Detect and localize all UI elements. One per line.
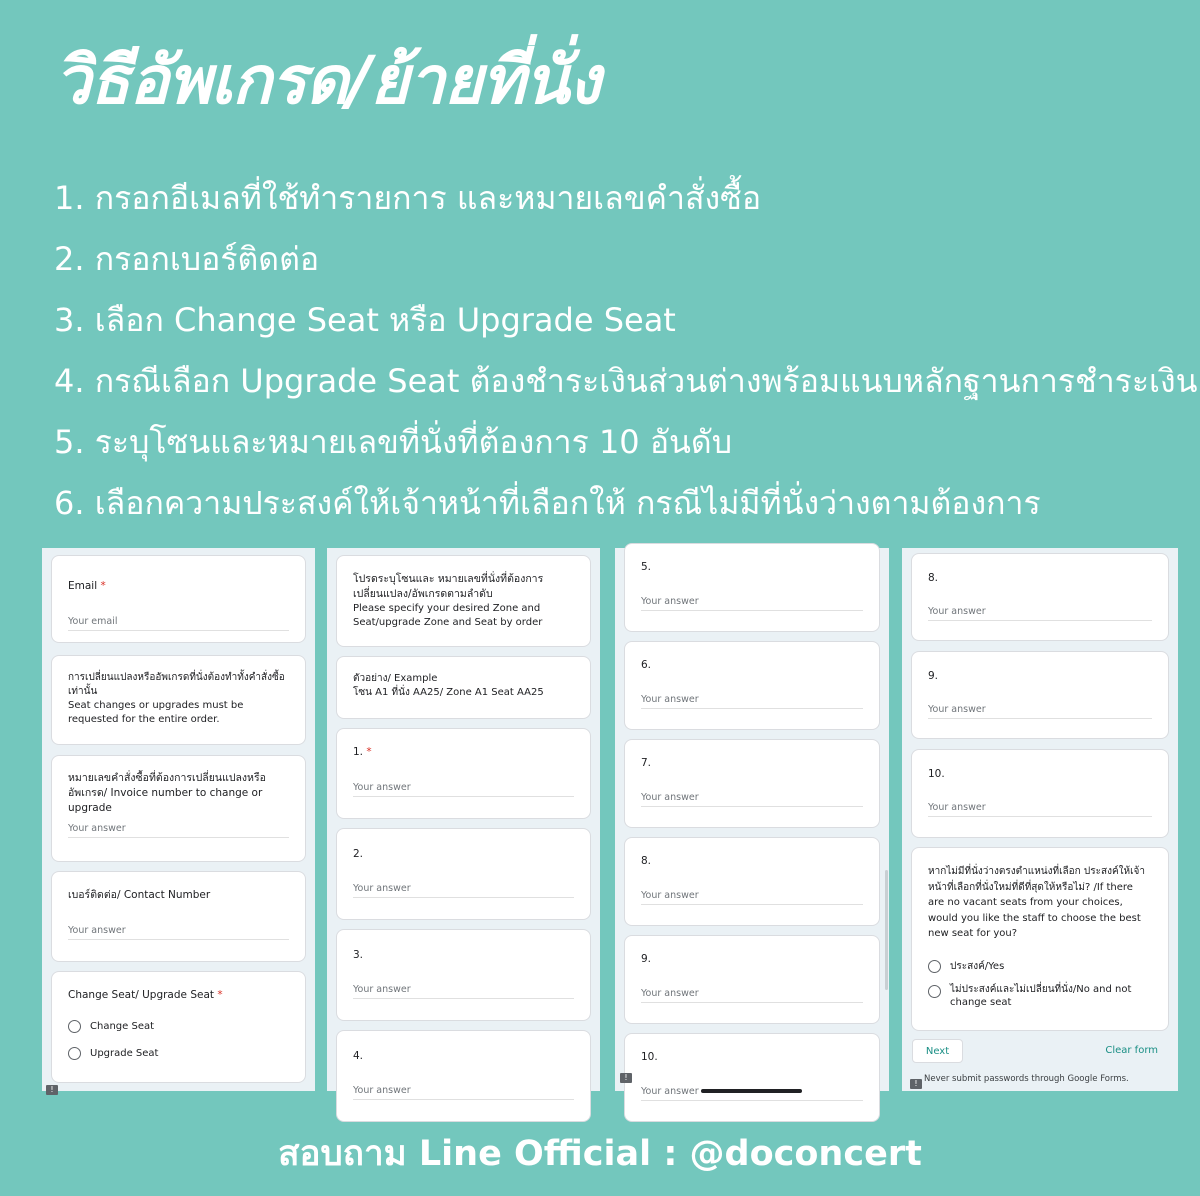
seat-type-label: Change Seat/ Upgrade Seat *	[68, 989, 223, 1001]
question-label: 2.	[353, 848, 364, 860]
option-label: Upgrade Seat	[90, 1048, 159, 1059]
question-label: 9.	[928, 670, 939, 682]
question-card-9	[911, 651, 1169, 739]
preference-question: หากไม่มีที่นั่งว่างตรงตำแหน่งที่เลือก ประสงค์ให้เจ้าหน้าที่เลือกที่นั่งใหม่ที่ดีที่สุดให้หรือไม่? /If there are no vacant seats from your choices, would you like the staff to choose the best new seat for you?	[928, 866, 1146, 939]
footer-contact: สอบถาม Line Official : @doconcert	[278, 1134, 922, 1174]
answer-input[interactable]: Your answer	[641, 792, 863, 807]
question-card-1	[336, 728, 591, 819]
invoice-card	[51, 755, 306, 862]
notice-thai: การเปลี่ยนแปลงหรืออัพเกรดที่นั่งต้องทำทั้งคำสั่งซื้อเท่านั้น	[68, 672, 285, 697]
answer-input[interactable]: Your answer	[928, 802, 1152, 817]
answer-input[interactable]: Your answer	[641, 890, 863, 905]
option-label: ประสงค์/Yes	[950, 961, 1005, 972]
question-card-9	[624, 935, 880, 1024]
question-card-6	[624, 641, 880, 730]
question-label: 7.	[641, 757, 652, 769]
question-label: 10.	[641, 1051, 658, 1063]
option-yes[interactable]	[928, 959, 1004, 974]
required-mark: *	[217, 989, 223, 1001]
question-label: 5.	[641, 561, 652, 573]
report-flag-icon[interactable]: !	[910, 1079, 922, 1089]
contact-input[interactable]: Your answer	[68, 925, 289, 940]
answer-input[interactable]: Your answer	[353, 984, 574, 999]
steps-list	[54, 168, 1197, 534]
question-label: 10.	[928, 768, 945, 780]
question-card-7	[624, 739, 880, 828]
seat-type-card	[51, 971, 306, 1083]
step-4: 4. กรณีเลือก Upgrade Seat ต้องชำระเงินส่วนต่างพร้อมแนบหลักฐานการชำระเงิน	[54, 362, 1198, 400]
required-mark: *	[366, 746, 372, 758]
answer-input[interactable]: Your answer	[641, 596, 863, 611]
question-label: 6.	[641, 659, 652, 671]
report-flag-icon[interactable]: !	[620, 1073, 632, 1083]
question-card-4	[336, 1030, 591, 1122]
radio-icon	[68, 1020, 81, 1033]
instruction-english: Please specify your desired Zone and Seat/upgrade Zone and Seat by order	[353, 603, 543, 628]
question-label: 8.	[641, 855, 652, 867]
option-change-seat[interactable]	[68, 1020, 154, 1033]
email-label: Email *	[68, 580, 106, 592]
form-screenshot-4	[902, 548, 1178, 1091]
notice-english: Seat changes or upgrades must be requested for the entire order.	[68, 700, 244, 725]
contact-card	[51, 871, 306, 962]
option-no[interactable]	[928, 983, 1152, 1009]
step-5: 5. ระบุโซนและหมายเลขที่นั่งที่ต้องการ 10 อันดับ	[54, 423, 733, 461]
question-card-8	[624, 837, 880, 926]
preference-card	[911, 847, 1169, 1031]
scrollbar[interactable]	[885, 870, 888, 990]
next-button[interactable]: Next	[912, 1039, 963, 1063]
question-label: 9.	[641, 953, 652, 965]
form-screenshot-2	[327, 548, 600, 1096]
invoice-label: หมายเลขคำสั่งซื้อที่ต้องการเปลี่ยนแปลงหรืออัพเกรด/ Invoice number to change or upgrade	[68, 772, 266, 814]
answer-input[interactable]: Your answer	[641, 694, 863, 709]
answer-input[interactable]: Your answer	[353, 1085, 574, 1100]
form-screenshot-3	[615, 548, 889, 1097]
required-mark: *	[100, 580, 106, 592]
step-3: 3. เลือก Change Seat หรือ Upgrade Seat	[54, 301, 676, 339]
answer-input[interactable]: Your answer	[353, 782, 574, 797]
question-label: 1. *	[353, 746, 372, 758]
never-submit-notice: Never submit passwords through Google Forms.	[924, 1074, 1129, 1084]
answer-input[interactable]: Your answer	[641, 1086, 863, 1101]
answer-input[interactable]: Your answer	[353, 883, 574, 898]
question-card-2	[336, 828, 591, 920]
question-card-5	[624, 543, 880, 632]
email-card	[51, 555, 306, 643]
question-card-10	[624, 1033, 880, 1122]
option-label: ไม่ประสงค์และไม่เปลี่ยนที่นั่ง/No and not change seat	[950, 984, 1132, 1008]
option-label: Change Seat	[90, 1021, 155, 1032]
instruction-card	[336, 555, 591, 647]
step-2: 2. กรอกเบอร์ติดต่อ	[54, 240, 320, 278]
form-screenshots	[42, 548, 1178, 1097]
question-label: 3.	[353, 949, 364, 961]
page-title: วิธีอัพเกรด/ย้ายที่นั่ง	[54, 42, 600, 119]
email-input[interactable]: Your email	[68, 616, 289, 631]
question-label: 4.	[353, 1050, 364, 1062]
example-card	[336, 656, 591, 719]
radio-icon	[928, 985, 941, 998]
radio-icon	[928, 960, 941, 973]
question-card-3	[336, 929, 591, 1021]
contact-label: เบอร์ติดต่อ/ Contact Number	[68, 889, 211, 901]
answer-input[interactable]: Your answer	[928, 606, 1152, 621]
instruction-thai: โปรดระบุโซนและ หมายเลขที่นั่งที่ต้องการเปลี่ยนแปลง/อัพเกรดตามลำดับ	[353, 573, 544, 600]
question-card-10	[911, 749, 1169, 838]
form-screenshot-1	[42, 548, 315, 1094]
step-6: 6. เลือกความประสงค์ให้เจ้าหน้าที่เลือกให้ กรณีไม่มีที่นั่งว่างตามต้องการ	[54, 484, 1041, 522]
example-value: โซน A1 ที่นั่ง AA25/ Zone A1 Seat AA25	[353, 687, 544, 698]
option-upgrade-seat[interactable]	[68, 1047, 158, 1060]
invoice-input[interactable]: Your answer	[68, 823, 289, 838]
question-label: 8.	[928, 572, 939, 584]
notice-card	[51, 655, 306, 745]
answer-input[interactable]: Your answer	[641, 988, 863, 1003]
radio-icon	[68, 1047, 81, 1060]
report-flag-icon[interactable]: !	[46, 1085, 58, 1095]
clear-form-button[interactable]: Clear form	[1105, 1045, 1158, 1056]
step-1: 1. กรอกอีเมลที่ใช้ทำรายการ และหมายเลขคำสั่งซื้อ	[54, 179, 762, 217]
answer-input[interactable]: Your answer	[928, 704, 1152, 719]
example-title: ตัวอย่าง/ Example	[353, 673, 438, 684]
question-card-8	[911, 553, 1169, 641]
home-indicator	[701, 1089, 802, 1093]
